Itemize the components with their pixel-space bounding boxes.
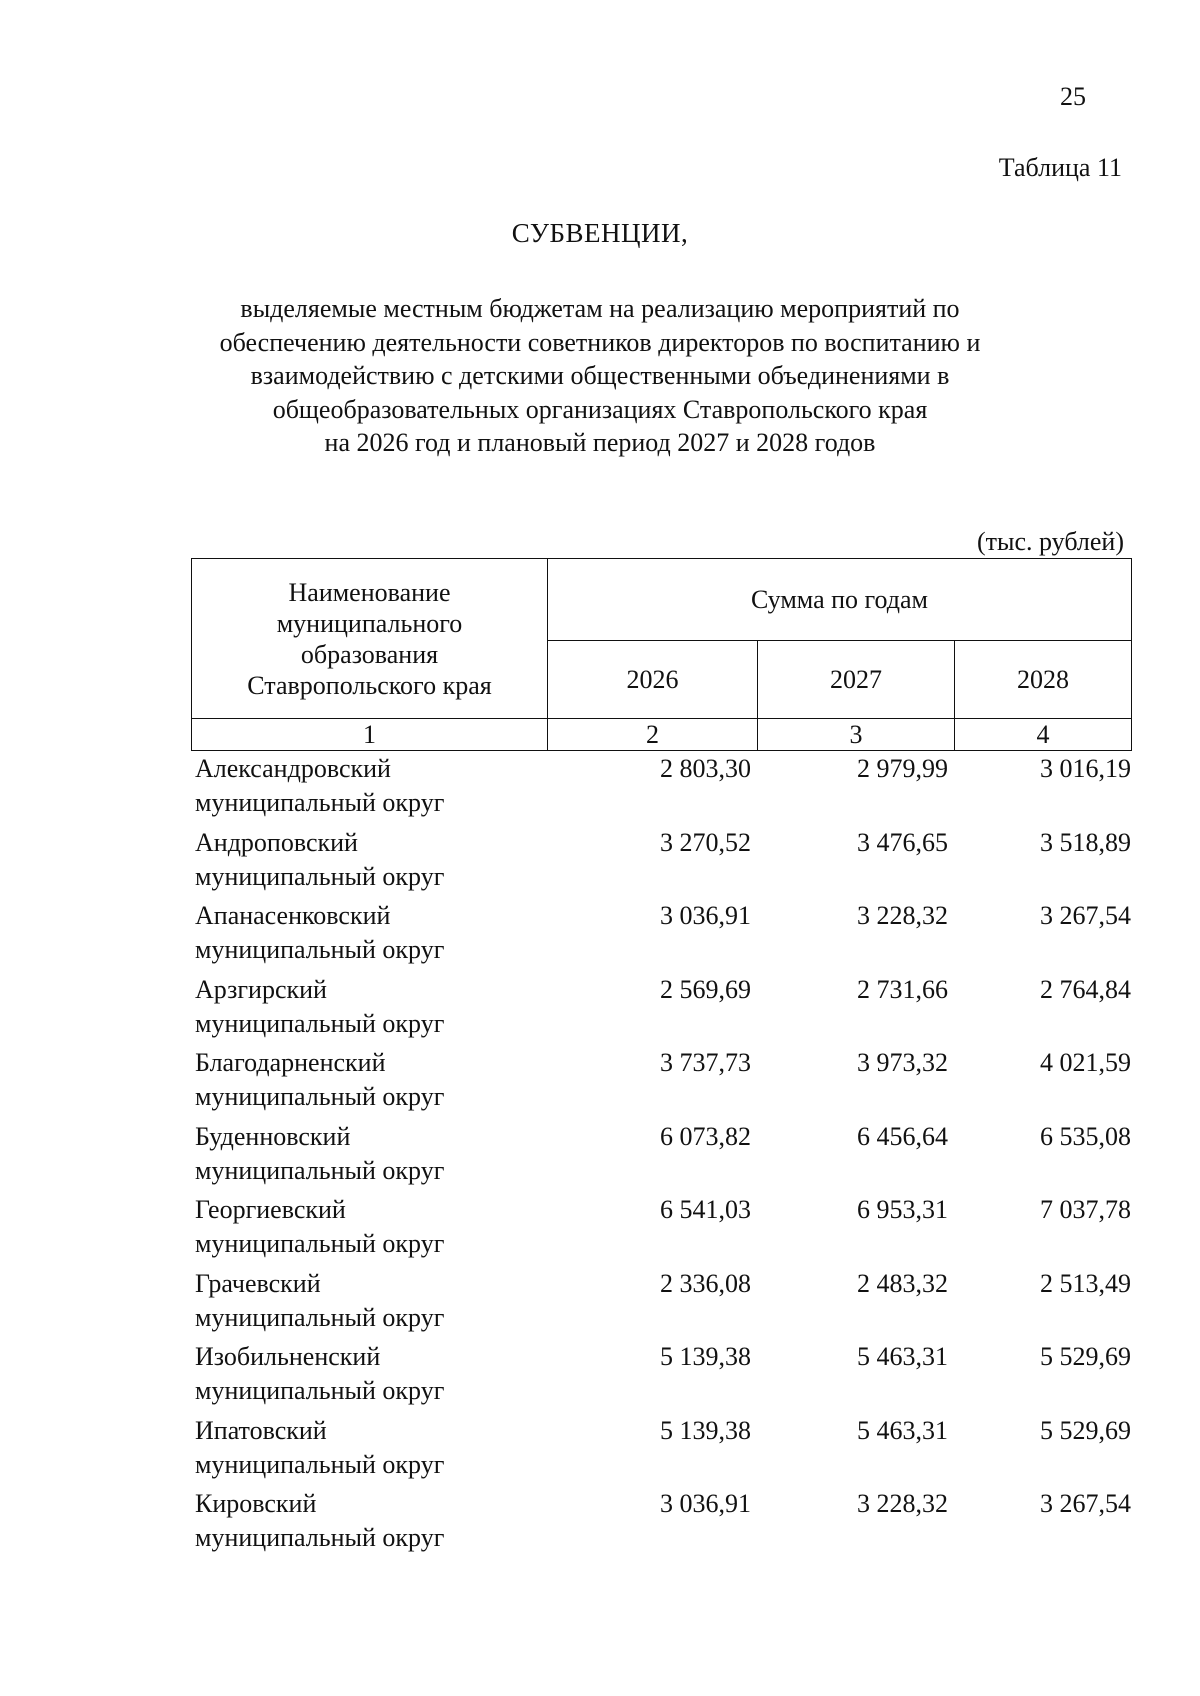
row-value-2026: 2 569,69 [660,974,751,1004]
table-row [191,1046,1131,1120]
row-name: Георгиевский муниципальный округ [195,1195,445,1258]
row-value-2027: 6 953,31 [857,1195,948,1224]
subtitle-line: обеспечению деятельности советников директоров по воспитанию и [219,327,981,357]
header-name-column [192,559,548,719]
row-name: Апанасенковский муниципальный округ [195,901,445,964]
row-value-2028: 3 518,89 [1040,827,1131,857]
table-label: Таблица 11 [998,153,1122,182]
row-value-2026: 3 737,73 [660,1048,751,1077]
header-name-line: Ставропольского края [247,670,492,700]
row-value-2028: 2 513,49 [1040,1268,1131,1298]
table-row [191,1414,1131,1488]
header-col-number: 3 [758,719,955,751]
row-value-2026: 6 073,82 [660,1121,751,1151]
table-row [191,1267,1131,1341]
row-value-2026: 2 336,08 [660,1268,751,1298]
row-value-2027: 3 476,65 [857,827,948,857]
row-value-2028: 5 529,69 [1040,1415,1131,1445]
row-value-2026: 5 139,38 [660,1342,751,1371]
row-name: Буденновский муниципальный округ [195,1121,445,1185]
table-row [191,752,1131,826]
document-title: СУБВЕНЦИИ, [511,218,689,248]
subtitle-line: выделяемые местным бюджетам на реализацию мероприятий по [240,294,960,323]
row-value-2026: 3 270,52 [660,827,751,857]
row-value-2028: 7 037,78 [1040,1195,1131,1224]
row-value-2028: 6 535,08 [1040,1121,1131,1151]
page-number: 25 [1060,82,1086,111]
row-value-2028: 3 267,54 [1040,1489,1131,1518]
row-value-2026: 3 036,91 [660,1489,751,1518]
row-value-2028: 4 021,59 [1040,1048,1131,1077]
table-header [191,558,1132,751]
table-row [191,826,1131,900]
row-value-2028: 3 267,54 [1040,901,1131,930]
table-row [191,1120,1131,1194]
subtitle-line: на 2026 год и плановый период 2027 и 2028 годов [324,428,876,457]
row-value-2028: 2 764,84 [1040,974,1131,1004]
table-row [191,1340,1131,1414]
header-year-2026: 2026 [548,641,758,719]
table-row [191,1487,1131,1561]
row-name: Благодарненский муниципальный округ [195,1048,445,1111]
header-name-line: Наименование [288,577,451,607]
table-row [191,973,1131,1047]
header-sum-by-years: Сумма по годам [548,559,1132,641]
row-value-2026: 5 139,38 [660,1415,751,1445]
row-value-2027: 3 228,32 [857,1489,948,1518]
row-value-2027: 3 228,32 [857,901,948,930]
row-value-2027: 6 456,64 [857,1121,948,1151]
row-value-2027: 2 483,32 [857,1268,948,1298]
subtitle-line: общеобразовательных организациях Ставропольского края [272,394,928,424]
row-name: Грачевский муниципальный округ [195,1268,445,1332]
header-col-number: 2 [548,719,758,751]
row-name: Кировский муниципальный округ [195,1489,445,1552]
document-subtitle [0,292,1200,460]
row-value-2027: 2 979,99 [857,754,948,783]
row-name: Арзгирский муниципальный округ [195,974,445,1038]
header-name-line: муниципального [276,608,463,638]
header-col-number: 1 [192,719,548,751]
table-body [191,752,1131,1561]
row-value-2027: 3 973,32 [857,1048,948,1077]
row-value-2028: 3 016,19 [1040,754,1131,783]
table-row [191,1193,1131,1267]
header-name-line: образования [300,639,439,669]
row-value-2027: 5 463,31 [857,1342,948,1371]
row-value-2026: 3 036,91 [660,901,751,930]
row-value-2027: 5 463,31 [857,1415,948,1445]
units-label: (тыс. рублей) [976,527,1124,556]
row-name: Ипатовский муниципальный округ [195,1415,445,1479]
row-name: Александровский муниципальный округ [195,754,445,817]
row-value-2028: 5 529,69 [1040,1342,1131,1371]
row-value-2027: 2 731,66 [857,974,948,1004]
subtitle-line: взаимодействию с детскими общественными объединениями в [250,361,950,390]
header-year-2027: 2027 [758,641,955,719]
row-value-2026: 6 541,03 [660,1195,751,1224]
header-col-number: 4 [955,719,1132,751]
row-name: Андроповский муниципальный округ [195,827,445,891]
row-name: Изобильненский муниципальный округ [195,1342,445,1405]
table-row [191,899,1131,973]
row-value-2026: 2 803,30 [660,754,751,783]
header-year-2028: 2028 [955,641,1132,719]
